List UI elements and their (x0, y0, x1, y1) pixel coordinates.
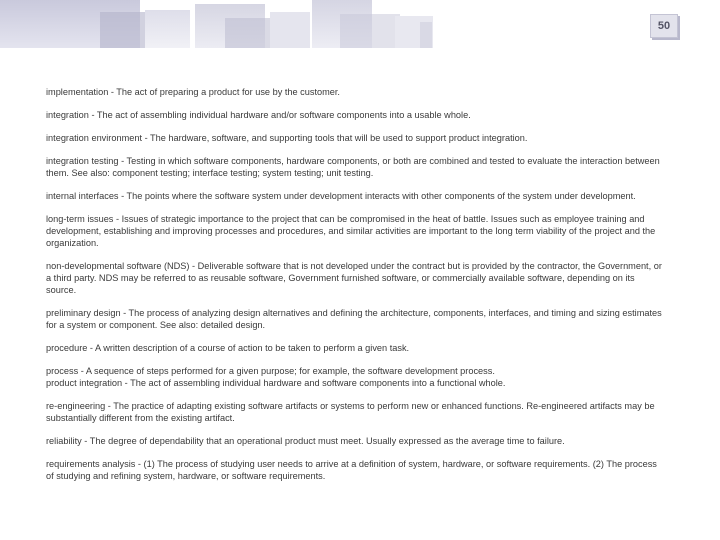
glossary-entry: process - A sequence of steps performed for a given purpose; for example, the software development process. (46, 366, 495, 376)
glossary-entry: product integration - The act of assembling individual hardware and software components into a functional whole. (46, 378, 506, 388)
glossary-entry: requirements analysis - (1) The process of studying user needs to arrive at a definition of system, hardware, or software requirements. (2) The process of studying and refining system, hardware, or software requirements. (46, 459, 657, 481)
glossary-entry: integration environment - The hardware, software, and supporting tools that will be used to support product integration. (46, 133, 528, 143)
header-decoration (145, 10, 190, 48)
glossary-list (46, 86, 666, 493)
header-decoration (225, 18, 270, 48)
glossary-entry: long-term issues - Issues of strategic importance to the project that can be compromised in the heat of battle. Issues such as employee training and development, establishing and improving processes and procedures, and similar activities are important to the long term viability of the project and the organization. (46, 214, 656, 248)
header-decoration (340, 14, 400, 48)
header-decoration (420, 22, 432, 48)
glossary-entry: internal interfaces - The points where the software system under development interacts with other components of the system under development. (46, 191, 636, 201)
glossary-entry: reliability - The degree of dependability that an operational product must meet. Usually expressed as the average time to failure. (46, 436, 565, 446)
glossary-entry: re-engineering - The practice of adapting existing software artifacts or systems to perform new or enhanced functions. Re-engineered artifacts may be substantially different from the existing artifact. (46, 401, 655, 423)
glossary-entry: integration testing - Testing in which software components, hardware components, or both are combined and tested to evaluate the interaction between them. See also: component testing; interface testing; system testing; unit testing. (46, 156, 660, 178)
glossary-entry: preliminary design - The process of analyzing design alternatives and defining the architecture, components, interfaces, and timing and sizing estimates for a system or component. See also: detailed design. (46, 308, 662, 330)
glossary-entry: non-developmental software (NDS) - Deliverable software that is not developed under the contract but is provided by the contractor, the Government, or a third party. NDS may be referred to as reusable software, Government furnished software, or commercially available software, depending on its source. (46, 261, 662, 295)
glossary-entry: procedure - A written description of a course of action to be taken to perform a given task. (46, 343, 410, 353)
glossary-entry: integration - The act of assembling individual hardware and/or software components into a usable whole. (46, 110, 471, 120)
glossary-entry: implementation - The act of preparing a product for use by the customer. (46, 87, 340, 97)
header-decoration (270, 12, 310, 48)
page-number: 50 (650, 14, 678, 38)
